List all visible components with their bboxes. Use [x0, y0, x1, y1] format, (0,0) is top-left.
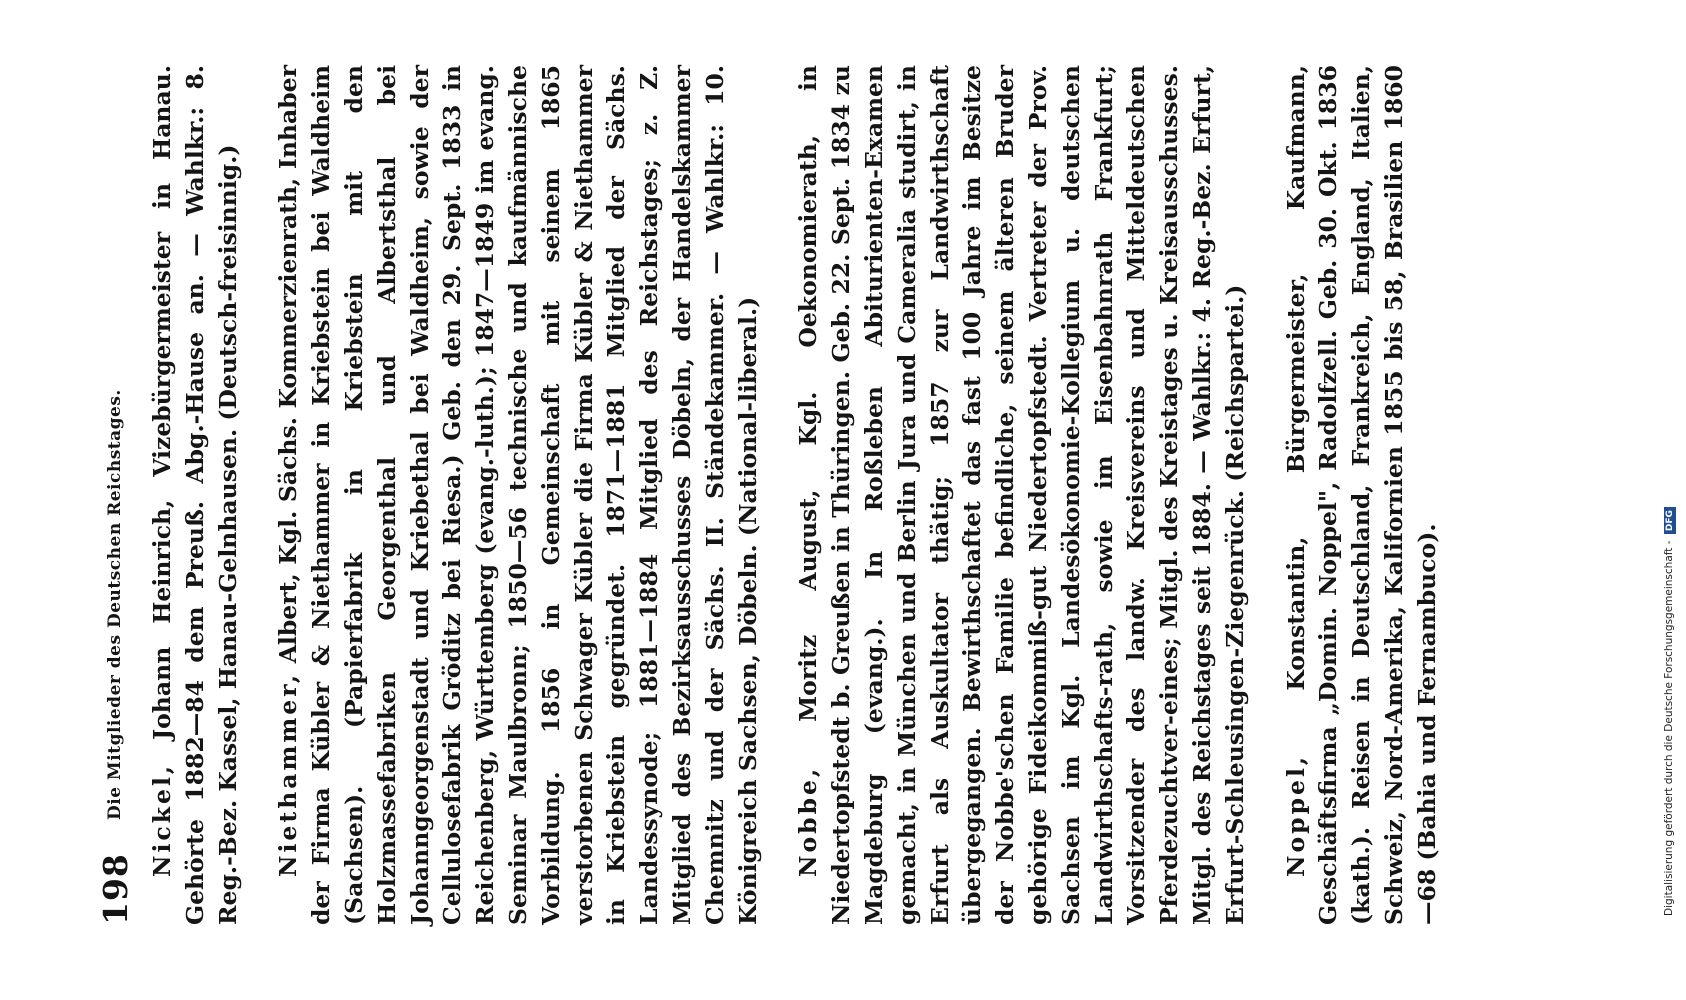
entry-text: Konstantin, Bürgermeister, Kaufmann, Geschäftsfirma „Domin. Noppel", Radolfzell. Geb. 30. Okt. 1836 (kath.). Reisen in Deutschland, Frankreich, England, Italien, Schweiz, Nord-Amerika, Kalifornien 1855 bis 58, Brasilien 1860—68 (Bahia und Fernambuco).: [1281, 65, 1441, 925]
entry-noppel: [1280, 65, 1444, 925]
dfg-logo: DFG: [1664, 507, 1676, 534]
digitization-note: [1660, 16, 1682, 916]
running-head-title: Die Mitglieder des Deutschen Reichstages.: [105, 389, 125, 820]
page-number: 198: [96, 853, 135, 925]
entry-text: Johann Heinrich, Vizebürgermeister in Hanau. Gehörte 1882—84 dem Preuß. Abg.-Hause an. — Wahlkr.: 8. Reg.-Bez. Kassel, Hanau-Gelnhausen. (Deutsch-freisinnig.): [148, 65, 242, 925]
entry-nobbe: [792, 65, 1251, 925]
entry-name: Nobbe,: [794, 765, 823, 877]
rotated-page-content: [90, 65, 1570, 925]
entry-nickel: [146, 65, 244, 925]
entry-text: Moritz August, Kgl. Oekonomierath, in Niedertopfstedt b. Greußen in Thüringen. Geb. 22. Sept. 1834 zu Magdeburg (evang.). In Roßleben Abiturienten-Examen gemacht, in München und Berlin Jura und Cameralia studirt, in Erfurt als Auskultator thätig; 1857 zur Landwirthschaft übergegangen. Bewirthschaftet das fast 100 Jahre im Besitze der Nobbe'schen Familie befindliche, seinem älteren Bruder gehörige Fideikommiß-gut Niedertopfstedt. Vertreter der Prov. Sachsen im Kgl. Landesökonomie-Kollegium u. deutschen Landwirthschafts-rath, sowie im Eisenbahnrath Frankfurt; Vorsitzender des landw. Kreisvereins und Mitteldeutschen Pferdezuchtver-eines; Mitgl. des Kreistages u. Kreisausschusses. Mitgl. des Reichstages seit 1884. — Wahlkr.: 4. Reg.-Bez. Erfurt, Erfurt-Schleusingen-Ziegenrück. (Reichspartei.): [794, 65, 1249, 925]
entry-name: Nickel,: [148, 762, 176, 877]
digitization-note-text: Digitalisierung gefördert durch die Deutsche Forschungsgemeinschaft -: [1663, 540, 1675, 916]
entry-niethammer: [272, 65, 764, 925]
running-head: [96, 65, 136, 925]
entry-text: Albert, Kgl. Sächs. Kommerzienrath, Inhaber der Firma Kübler & Niethammer in Kriebstein bei Waldheim (Sachsen). (Papierfabrik in Kriebstein mit den Holzmassefabriken Georgenthal und Albertsthal bei Johanngeorgenstadt und Kriebethal bei Waldheim, sowie der Cellulosefabrik Gröditz bei Riesa.) Geb. den 29. Sept. 1833 in Reichenberg, Württemberg (evang.-luth.); 1847—1849 im evang. Seminar Maulbronn; 1850—56 technische und kaufmännische Vorbildung. 1856 in Gemeinschaft mit seinem 1865 verstorbenen Schwager Kübler die Firma Kübler & Niethammer in Kriebstein gegründet. 1871—1881 Mitglied der Sächs. Landessynode; 1881—1884 Mitglied des Reichstages; z. Z. Mitglied des Bezirksausschusses Döbeln, der Handelskammer Chemnitz und der Sächs. II. Ständekammer. — Wahlkr.: 10. Königreich Sachsen, Döbeln. (National-liberal.): [274, 65, 762, 925]
entry-list: [146, 65, 1471, 925]
entry-name: Noppel,: [1281, 753, 1310, 877]
entry-name: Niethammer,: [274, 671, 303, 877]
